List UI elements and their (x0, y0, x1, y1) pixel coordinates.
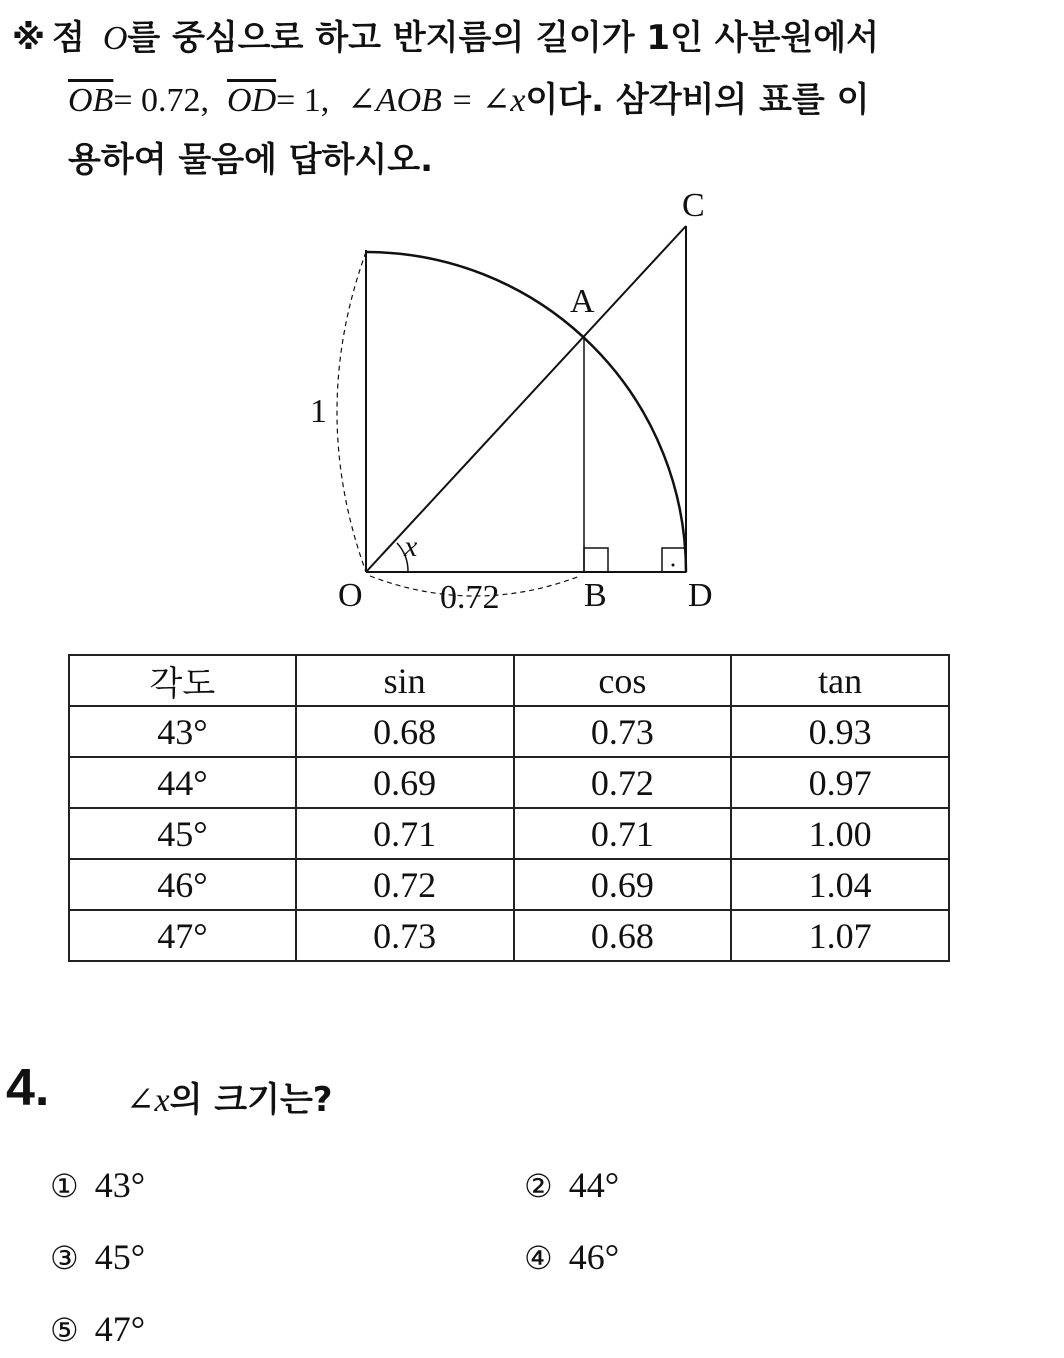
cell-angle: 47° (69, 910, 296, 961)
question-angle: ∠x (126, 1082, 170, 1119)
label-a: A (570, 283, 595, 320)
cell-tan: 1.00 (731, 808, 949, 859)
label-radius: 1 (310, 393, 327, 430)
intro-line-2 (68, 78, 869, 123)
reference-marker: ※ (12, 18, 46, 58)
cell-angle: 44° (69, 757, 296, 808)
radius-dashed-arc (337, 252, 366, 572)
point-o: O (102, 20, 128, 57)
segment-od: $\overline{OD}$ (227, 82, 277, 119)
cell-angle: 43° (69, 706, 296, 757)
intro-text-pre: 점 (52, 18, 85, 58)
right-angle-d (662, 548, 686, 572)
cell-sin: 0.68 (296, 706, 514, 757)
label-c: C (682, 187, 705, 224)
choice-5[interactable] (50, 1308, 145, 1350)
cell-sin: 0.69 (296, 757, 514, 808)
choice-2[interactable] (524, 1164, 619, 1206)
header-cos: cos (514, 655, 732, 706)
intro-text-post: 를 중심으로 하고 반지름의 길이가 1인 사분원에서 (127, 18, 879, 58)
choice-2-marker: ② (524, 1167, 553, 1205)
choice-3-marker: ③ (50, 1239, 79, 1277)
intro-line-2-post: 이다. 삼각비의 표를 이 (525, 80, 870, 120)
cell-cos: 0.73 (514, 706, 732, 757)
choice-1[interactable] (50, 1164, 145, 1206)
intro-line-3: 용하여 물음에 답하시오. (68, 140, 434, 180)
cell-sin: 0.73 (296, 910, 514, 961)
question-number: 4. (6, 1059, 50, 1117)
table-header-row (69, 655, 949, 706)
segment-ob: $\overline{OB}$ (68, 82, 114, 119)
choice-1-marker: ① (50, 1167, 79, 1205)
label-b: B (584, 577, 607, 614)
label-o: O (338, 577, 363, 614)
choice-5-value: 47° (94, 1309, 146, 1349)
question-prompt: 의 크기는? (169, 1080, 333, 1120)
cell-tan: 1.04 (731, 859, 949, 910)
table-row (69, 757, 949, 808)
table-row (69, 706, 949, 757)
cell-cos: 0.71 (514, 808, 732, 859)
quarter-circle-figure (290, 176, 740, 626)
choice-4-value: 46° (568, 1237, 620, 1277)
header-tan: tan (731, 655, 949, 706)
segment-o-c (366, 226, 686, 572)
cell-tan: 1.07 (731, 910, 949, 961)
header-sin: sin (296, 655, 514, 706)
intro-line-1 (12, 16, 879, 61)
segment-od-value: = 1, (276, 82, 330, 119)
cell-cos: 0.69 (514, 859, 732, 910)
header-angle: 각도 (69, 655, 296, 706)
cell-sin: 0.72 (296, 859, 514, 910)
arc (366, 252, 686, 572)
angle-statement: ∠AOB = ∠x (347, 82, 526, 119)
cell-tan: 0.93 (731, 706, 949, 757)
table-row (69, 859, 949, 910)
cell-angle: 46° (69, 859, 296, 910)
choice-2-value: 44° (568, 1165, 620, 1205)
trig-table (68, 654, 950, 962)
label-ob-length: 0.72 (440, 579, 500, 616)
cell-cos: 0.68 (514, 910, 732, 961)
table-row (69, 808, 949, 859)
cell-sin: 0.71 (296, 808, 514, 859)
right-angle-b (584, 548, 608, 572)
cell-angle: 45° (69, 808, 296, 859)
choice-3-value: 45° (94, 1237, 146, 1277)
table-row (69, 910, 949, 961)
label-x: x (404, 530, 418, 563)
cell-cos: 0.72 (514, 757, 732, 808)
question-text (126, 1072, 333, 1121)
cell-tan: 0.97 (731, 757, 949, 808)
choice-4-marker: ④ (524, 1239, 553, 1277)
choice-1-value: 43° (94, 1165, 146, 1205)
choice-3[interactable] (50, 1236, 145, 1278)
choice-4[interactable] (524, 1236, 619, 1278)
label-d: D (688, 577, 713, 614)
choice-5-marker: ⑤ (50, 1311, 79, 1349)
segment-ob-value: = 0.72, (113, 82, 210, 119)
